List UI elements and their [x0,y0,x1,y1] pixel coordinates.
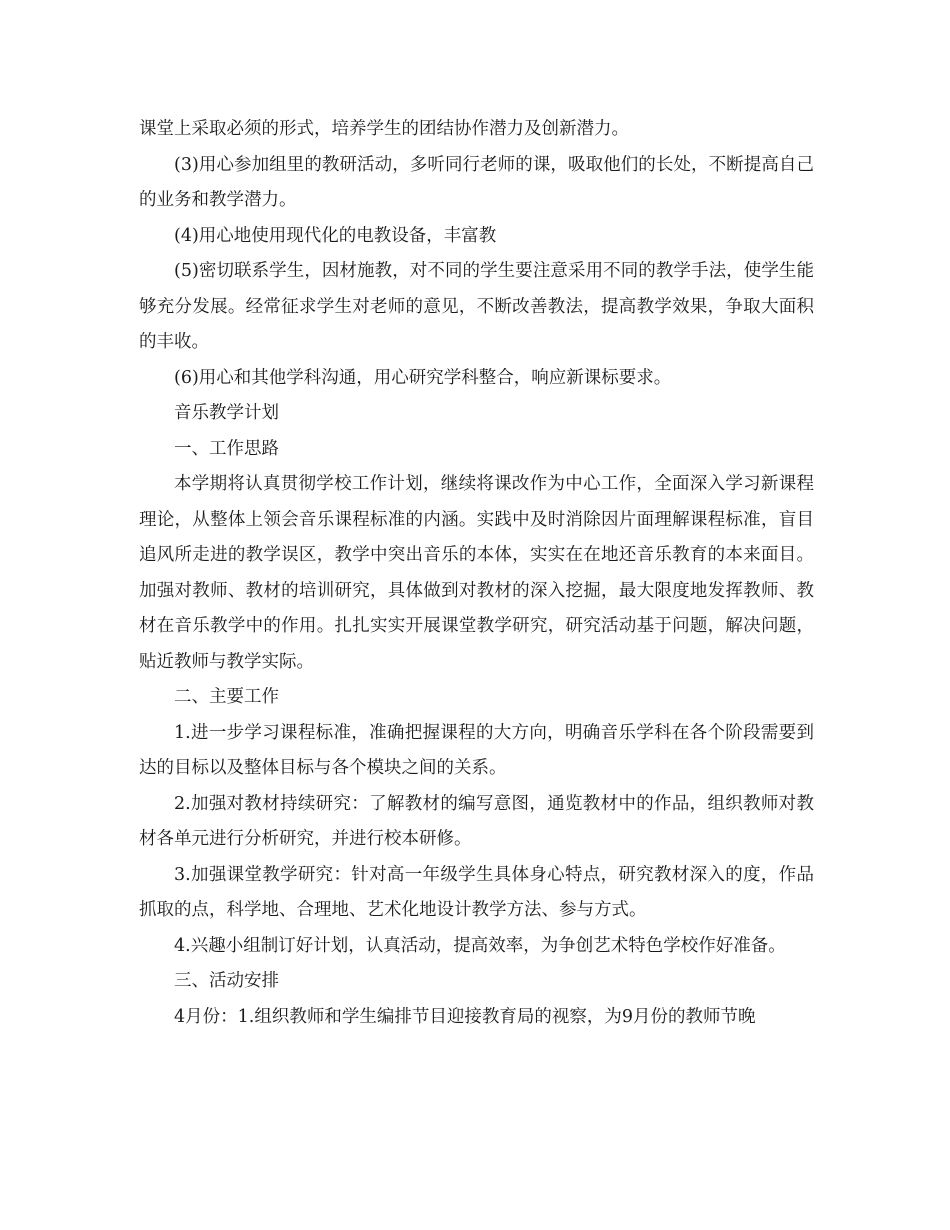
paragraph-april-schedule: 4月份：1.组织教师和学生编排节目迎接教育局的视察，为9月份的教师节晚 [174,1006,756,1027]
paragraph-item-6: (6)用心和其他学科沟通，用心研究学科整合，响应新课标要求。 [174,367,672,388]
paragraph-main-work-4: 4.兴趣小组制订好计划，认真活动，提高效率，为争创艺术特色学校作好准备。 [174,935,786,956]
paragraph-main-work-1: 1.进一步学习课程标准，准确把握课程的大方向，明确音乐学科在各个阶段需要到达的目标以及整体目标与各个模块之间的关系。 [139,722,814,778]
document-body [139,112,814,1035]
heading-activity-schedule: 三、活动安排 [174,971,279,991]
paragraph-main-work-3: 3.加强课堂教学研究：针对高一年级学生具体身心特点，研究教材深入的度，作品抓取的点，科学地、合理地、艺术化地设计教学方法、参与方式。 [139,864,814,920]
paragraph-item-5: (5)密切联系学生，因材施教，对不同的学生要注意采用不同的教学手法，使学生能够充分发展。经常征求学生对老师的意见，不断改善教法，提高教学效果，争取大面积的丰收。 [139,261,814,352]
section-title-music-plan: 音乐教学计划 [174,403,279,423]
paragraph-continuation: 课堂上采取必须的形式，培养学生的团结协作潜力及创新潜力。 [139,119,629,139]
heading-work-ideas: 一、工作思路 [174,438,279,459]
paragraph-work-ideas: 本学期将认真贯彻学校工作计划，继续将课改作为中心工作，全面深入学习新课程理论，从整体上领会音乐课程标准的内涵。实践中及时消除因片面理解课程标准，盲目追风所走进的教学误区，教学中突出音乐的本体，实实在在地还音乐教育的本来面目。加强对教师、教材的培训研究，具体做到对教材的深入挖掘，最大限度地发挥教师、教材在音乐教学中的作用。扎扎实实开展课堂教学研究，研究活动基于问题，解决问题，贴近教师与教学实际。 [139,474,814,672]
paragraph-item-3: (3)用心参加组里的教研活动，多听同行老师的课，吸取他们的长处，不断提高自己的业务和教学潜力。 [139,154,814,210]
paragraph-item-4: (4)用心地使用现代化的电教设备，丰富教 [174,225,497,246]
paragraph-main-work-2: 2.加强对教材持续研究：了解教材的编写意图，通览教材中的作品，组织教师对教材各单元进行分析研究，并进行校本研修。 [139,793,814,849]
heading-main-work: 二、主要工作 [174,687,279,707]
